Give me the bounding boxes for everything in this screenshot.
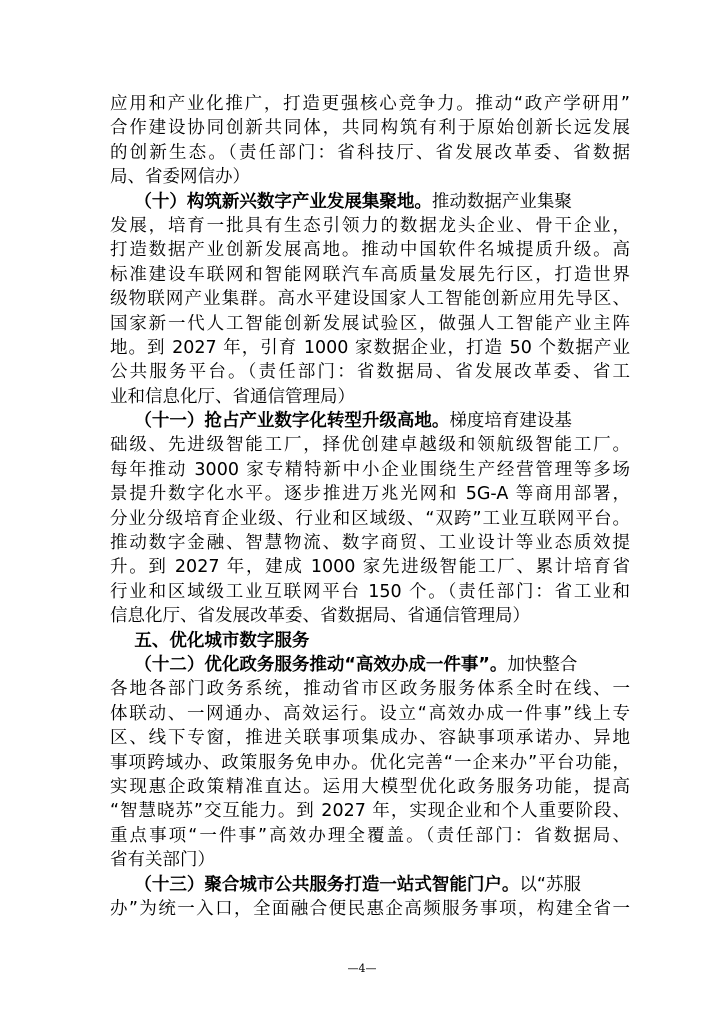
text-line: 事项跨域办、政策服务免申办。优化完善“一企来办”平台功能， (110, 752, 630, 773)
text-line: 升。到 2027 年，建成 1000 家先进级智能工厂、累计培育省 (110, 557, 630, 578)
text-line: 打造数据产业创新发展高地。推动中国软件名城提质升级。高 (110, 240, 630, 261)
heading-text: （十三）聚合城市公共服务打造一站式智能门户。 (110, 874, 520, 895)
text-line: 体联动、一网通办、高效运行。设立“高效办成一件事”线上专 (110, 703, 630, 724)
text-line: 业和信息化厅、省通信管理局） (110, 386, 355, 407)
text-line: 级物联网产业集群。高水平建设国家人工智能创新应用先导区、 (110, 289, 630, 310)
text-line: 国家新一代人工智能创新发展试验区，做强人工智能产业主阵 (110, 313, 630, 334)
text-line: 区、线下专窗，推进关联事项集成办、容缺事项承诺办、异地 (110, 728, 630, 749)
text-line: 办”为统一入口，全面融合便民惠企高频服务事项，构建全省一 (110, 898, 630, 919)
text-line: 标准建设车联网和智能网联汽车高质量发展先行区，打造世界 (110, 264, 630, 285)
text-line: “智慧晓苏”交互能力。到 2027 年，实现企业和个人重要阶段、 (110, 801, 630, 822)
text-line: 公共服务平台。（责任部门：省数据局、省发展改革委、省工 (110, 362, 630, 383)
text-line: 推动数字金融、智慧物流、数字商贸、工业设计等业态质效提 (110, 533, 630, 554)
text-line (110, 190, 630, 214)
text-line: 发展，培育一批具有生态引领力的数据龙头企业、骨干企业， (110, 215, 630, 236)
text-line: 重点事项“一件事”高效办理全覆盖。（责任部门：省数据局、 (110, 825, 630, 846)
body-text: 推动数据产业集聚 (431, 191, 572, 212)
text-line: 各地各部门政务系统，推动省市区政务服务体系全时在线、一 (110, 679, 630, 700)
heading-text: （十二）优化政务服务推动“高效办成一件事”。 (110, 654, 508, 675)
body-text: 加快整合 (507, 654, 578, 675)
document-body (110, 92, 630, 921)
text-line: 每年推动 3000 家专精特新中小企业围绕生产经营管理等多场 (110, 459, 630, 480)
text-line (110, 409, 630, 433)
text-line: 地。到 2027 年，引育 1000 家数据企业，打造 50 个数据产业 (110, 337, 630, 358)
text-line: 应用和产业化推广，打造更强核心竞争力。推动“政产学研用” (110, 94, 630, 114)
body-text: 梯度培育建设基 (449, 411, 572, 432)
text-line: 实现惠企政策精准直达。运用大模型优化政务服务功能，提高 (110, 776, 630, 797)
text-line: 五、优化城市数字服务 (110, 630, 310, 651)
text-line: 行业和区域级工业互联网平台 150 个。（责任部门：省工业和 (110, 581, 630, 602)
text-line: 景提升数字化水平。逐步推进万兆光网和 5G-A 等商用部署， (110, 484, 630, 505)
heading-text: （十）构筑新兴数字产业发展集聚地。 (110, 191, 432, 212)
text-line: 的创新生态。（责任部门：省科技厅、省发展改革委、省数据 (110, 142, 630, 163)
text-line: 础级、先进级智能工厂，择优创建卓越级和领航级智能工厂。 (110, 435, 630, 456)
text-line: 信息化厅、省发展改革委、省数据局、省通信管理局） (110, 606, 530, 627)
text-line (110, 873, 630, 897)
text-line (110, 653, 630, 677)
text-line: 省有关部门） (110, 850, 215, 871)
text-line: 合作建设协同创新共同体，共同构筑有利于原始创新长远发展 (110, 118, 630, 139)
text-line: 分业分级培育企业级、行业和区域级、“双跨”工业互联网平台。 (110, 508, 630, 529)
body-text: 以“苏服 (519, 874, 581, 895)
page-number: —4— (347, 962, 377, 975)
text-line: 局、省委网信办） (110, 167, 250, 188)
heading-text: （十一）抢占产业数字化转型升级高地。 (110, 411, 450, 432)
